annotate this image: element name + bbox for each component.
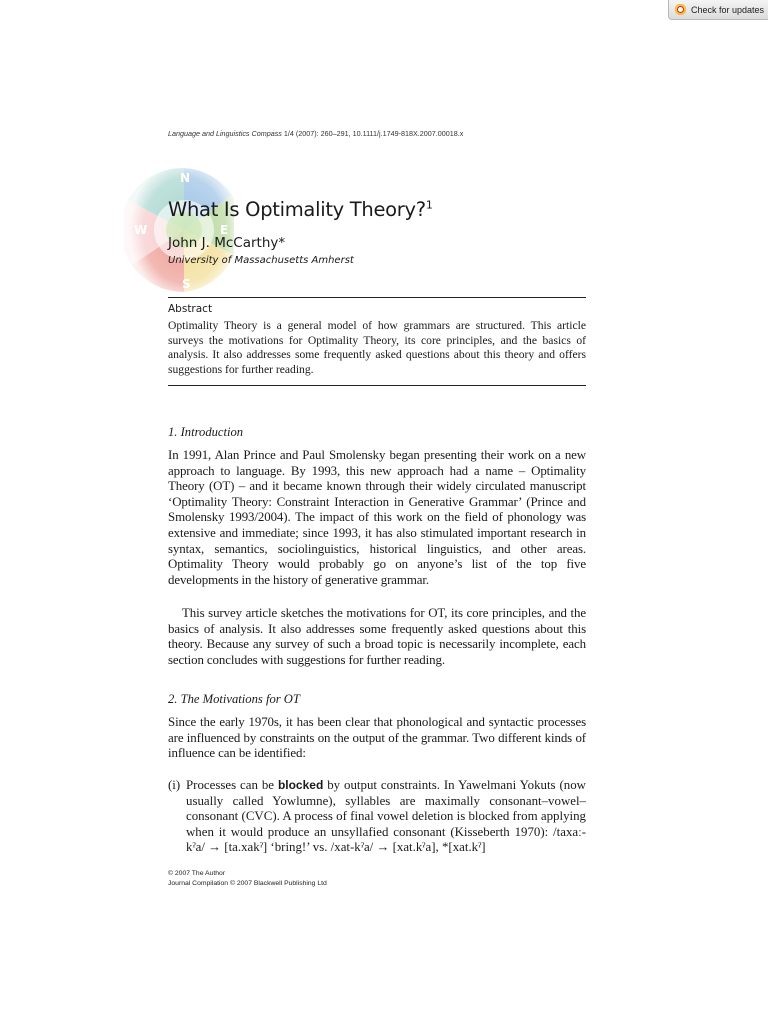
footer-copyright: © 2007 The Author [168,870,226,877]
author-name: John J. McCarthy* [168,235,286,251]
list-item-number: (i) [168,778,181,792]
list-item-text-before: Processes can be [186,778,278,792]
section-heading-motivations: 2. The Motivations for OT [168,692,300,706]
list-item-text-after: by output constraints. In Yawelmani Yokuts (now usually called Yowlumne), syllables are maximally consonant–vowel–consonant (CVC). A process of final vowel deletion is blocked from applying when it would produce an unsyllafied consonant (Kisseberth 1970): /taxaː-kˀa/ → [ta.xakˀ] ‘bring!’ vs. /xat-kˀa/ → [xat.kˀa], *[xat.kˀ] [186,778,586,855]
intro-paragraph-2-text: This survey article sketches the motivations for OT, its core principles, and the basics of analysis. It also addresses some frequently asked questions about this theory. Because any survey of such a broad topic is necessarily incomplete, each section concludes with suggestions for further reading. [168,606,586,667]
intro-paragraph-1-text: In 1991, Alan Prince and Paul Smolensky began presenting their work on a new approach to language. By 1993, this new approach had a name – Optimality Theory (OT) – and it became known through their widely circulated manuscript ‘Optimality Theory: Constraint Interaction in Generative Grammar’ (Prince and Smolensky 1993/2004). The impact of this work on the field of phonology was extensive and immediate; since 1993, it has also stimulated important research in syntax, semantics, sociolinguistics, historical linguistics, and other areas. Optimality Theory would probably go on anyone’s list of the top five developments in the history of generative grammar. [168,448,586,587]
list-item-bold-word: blocked [277,778,324,792]
intro-paragraph-2 [168,606,586,668]
page-footer [168,869,327,888]
author-affiliation: University of Massachusetts Amherst [168,255,354,266]
journal-name: Language and Linguistics Compass [168,129,282,138]
intro-paragraph-1 [168,448,586,588]
journal-citation [168,129,463,138]
abstract-text: Optimality Theory is a general model of how grammars are structured. This article surveys the motivations for Optimality Theory, its core principles, and the basics of analysis. It also addresses some frequently asked questions about this theory and offers suggestions for further reading. [168,319,586,376]
title-footnote-marker[interactable]: 1 [425,198,433,212]
abstract-top-rule [168,297,586,298]
motivations-paragraph-1: Since the early 1970s, it has been clear that phonological and syntactic processes are influenced by constraints on the output of the grammar. Two different kinds of influence can be identified: [168,715,586,761]
abstract-heading: Abstract [168,303,213,315]
footer-compilation: Journal Compilation © 2007 Blackwell Publishing Ltd [168,879,327,887]
journal-details: 1/4 (2007): 260–291, 10.1111/j.1749-818X.2007.00018.x [281,129,464,138]
list-item-text [186,778,586,856]
section-heading-introduction: 1. Introduction [168,425,244,439]
list-item [168,778,586,856]
compass-logo [124,160,234,300]
crossmark-icon [675,4,686,15]
abstract-bottom-rule [168,385,586,386]
article-title [168,198,433,221]
article-title-text: What Is Optimality Theory? [168,198,426,221]
check-for-updates-button[interactable] [668,0,768,20]
check-for-updates-label: Check for updates [691,4,765,15]
